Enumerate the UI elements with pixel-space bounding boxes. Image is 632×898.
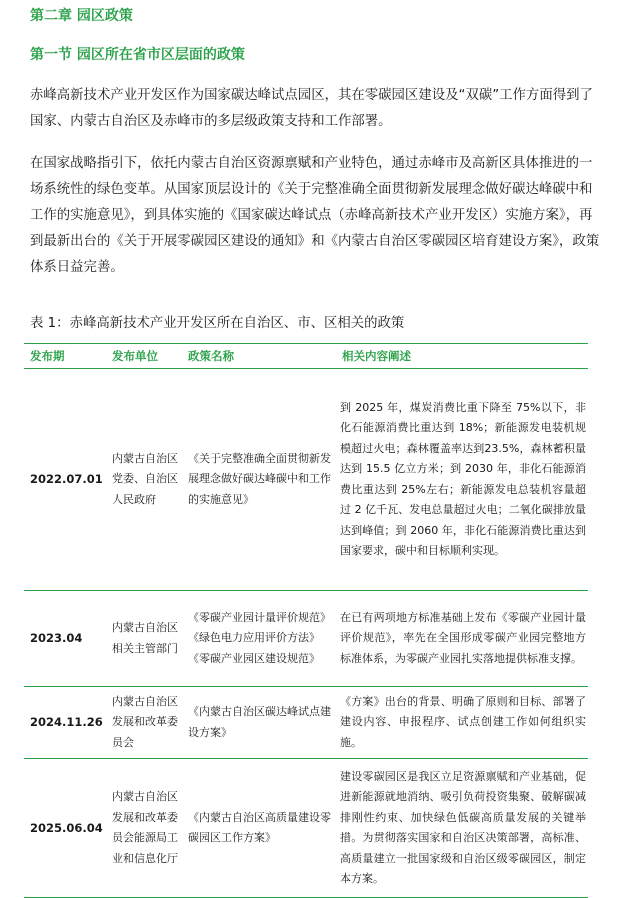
header-date: 发布期 bbox=[24, 344, 106, 369]
intro-paragraph: 赤峰高新技术产业开发区作为国家碳达峰试点园区，其在零碳园区建设及“双碳”工作方面得到了国家、内蒙古自治区及赤峰市的多层级政策支持和工作部署。 bbox=[30, 88, 593, 129]
header-content: 相关内容阐述 bbox=[336, 344, 588, 369]
row-content: 建设零碳园区是我区立足资源禀赋和产业基础，促进新能源就地消纳、吸引负荷投资集聚、破解碳减排刚性约束、加快绿色低碳高质量发展的关键举措。为贯彻落实国家和自治区决策部署，高标准、高质量建立一批国家级和自治区级零碳园区，制定本方案。 bbox=[336, 759, 588, 898]
row-policy: 《关于完整准确全面贯彻新发展理念做好碳达峰碳中和工作的实施意见》 bbox=[182, 369, 336, 591]
row-date: 2023.04 bbox=[24, 591, 106, 687]
row-unit: 内蒙古自治区相关主管部门 bbox=[106, 591, 182, 687]
row-content: 在已有两项地方标准基础上发布《零碳产业园计量评价规范》，率先在全国形成零碳产业园完整地方标准体系，为零碳产业园扎实落地提供标准支撑。 bbox=[336, 591, 588, 687]
table-caption: 表 1：赤峰高新技术产业开发区所在自治区、市、区相关的政策 bbox=[30, 316, 405, 331]
row-date: 2025.06.04 bbox=[24, 759, 106, 898]
section-title: 第一节 园区所在省市区层面的政策 bbox=[30, 47, 245, 63]
policy-background-paragraph: 在国家战略指引下，依托内蒙古自治区资源禀赋和产业特色，通过赤峰市及高新区具体推进的一场系统性的绿色变革。从国家顶层设计的《关于完整准确全面贯彻新发展理念做好碳达峰碳中和工作的实施意见》，到具体实施的《国家碳达峰试点（赤峰高新技术产业开发区）实施方案》，再到最新出台的《关于开展零碳园区建设的通知》和《内蒙古自治区零碳园区培育建设方案》，政策体系日益完善。 bbox=[30, 156, 600, 275]
row-date: 2022.07.01 bbox=[24, 369, 106, 591]
table-row bbox=[24, 687, 588, 759]
row-unit: 内蒙古自治区党委、自治区人民政府 bbox=[106, 369, 182, 591]
row-policy: 《零碳产业园计量评价规范》《绿色电力应用评价方法》《零碳产业园区建设规范》 bbox=[182, 591, 336, 687]
chapter-title: 第二章 园区政策 bbox=[30, 8, 133, 24]
row-policy: 《内蒙古自治区碳达峰试点建设方案》 bbox=[182, 687, 336, 759]
row-date: 2024.11.26 bbox=[24, 687, 106, 759]
row-policy: 《内蒙古自治区高质量建设零碳园区工作方案》 bbox=[182, 759, 336, 898]
row-content: 到 2025 年，煤炭消费比重下降至 75%以下，非化石能源消费比重达到 18%；新能源发电装机规模超过火电；森林覆盖率达到23.5%，森林蓄积量达到 15.5 亿立方米；到 2030 年，非化石能源消费比重达到 25%左右；新能源发电总装机容量超过 2 亿千瓦、发电总量超过火电；二氧化碳排放量达到峰值；到 2060 年，非化石能源消费比重达到国家要求，碳中和目标顺利实现。 bbox=[336, 369, 588, 591]
row-unit: 内蒙古自治区发展和改革委员会能源局工业和信息化厅 bbox=[106, 759, 182, 898]
row-unit: 内蒙古自治区发展和改革委员会 bbox=[106, 687, 182, 759]
table-row bbox=[24, 369, 588, 591]
table-row bbox=[24, 591, 588, 687]
header-policy: 政策名称 bbox=[182, 344, 336, 369]
table-row bbox=[24, 759, 588, 898]
table-header-row bbox=[24, 344, 588, 369]
header-unit: 发布单位 bbox=[106, 344, 182, 369]
row-content: 《方案》出台的背景、明确了原则和目标、部署了建设内容、申报程序、试点创建工作如何组织实施。 bbox=[336, 687, 588, 759]
policy-table bbox=[24, 343, 588, 898]
